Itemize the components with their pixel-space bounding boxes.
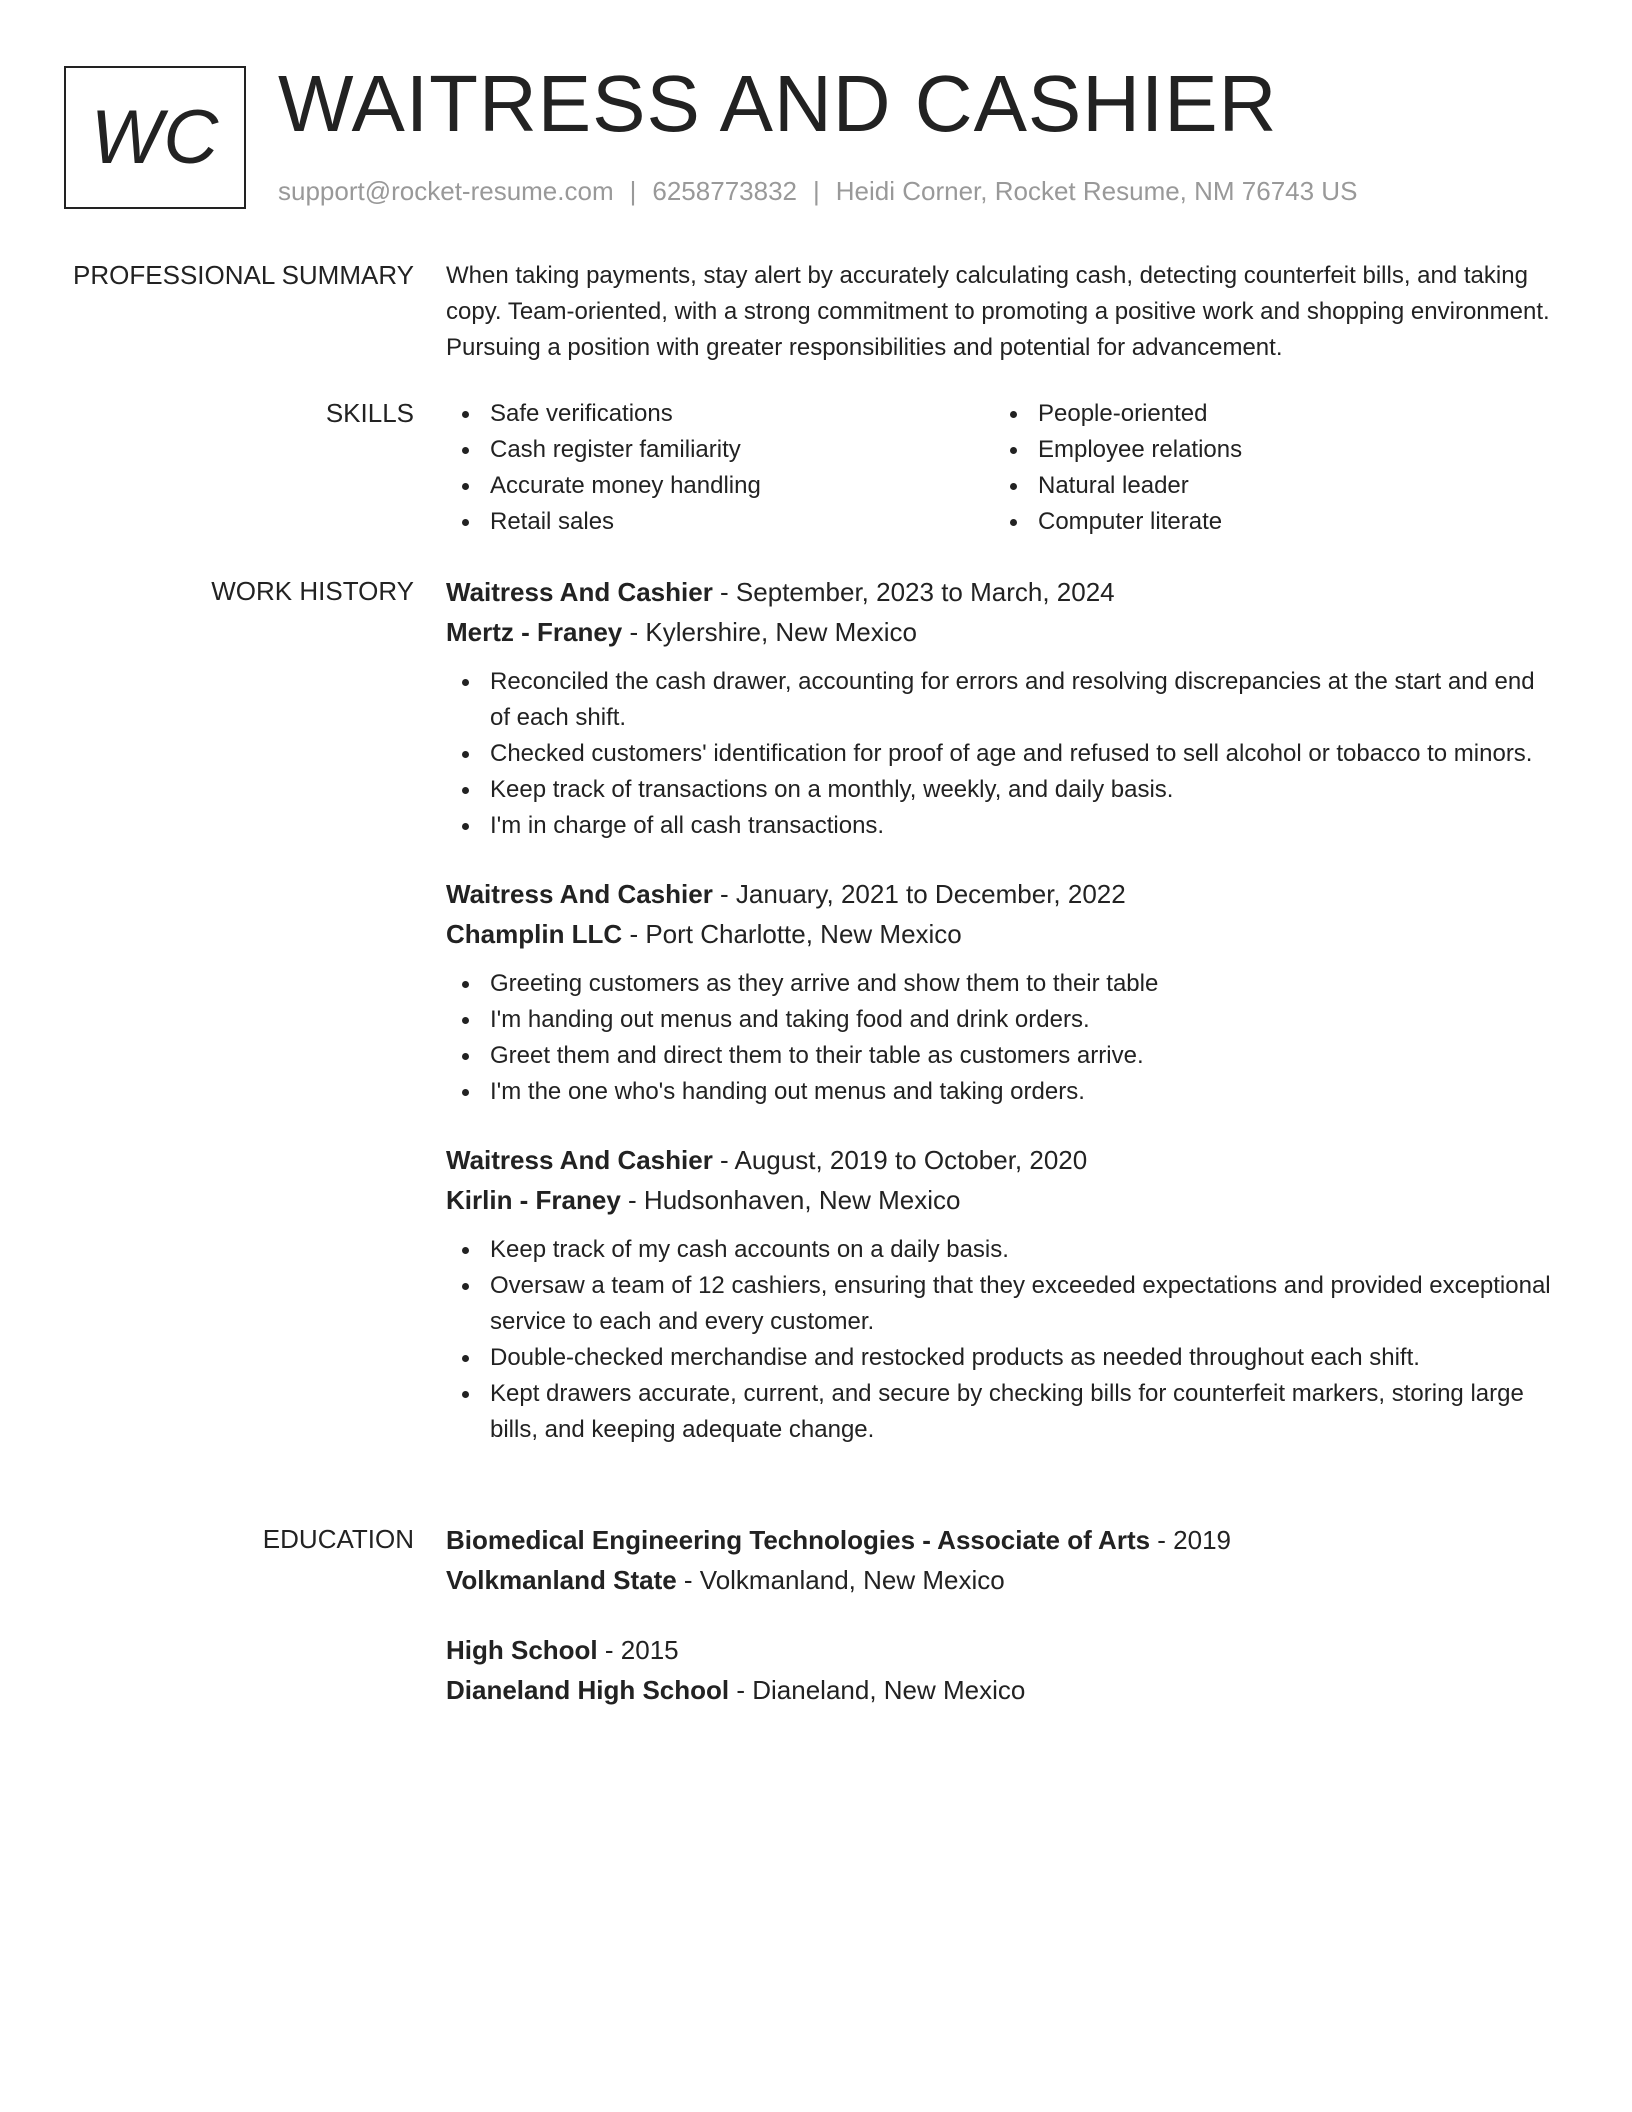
- job-company-line: [446, 914, 1560, 954]
- job-entry: [446, 874, 1560, 1110]
- contact-separator: |: [629, 176, 637, 206]
- job-company: Mertz - Franey: [446, 617, 623, 647]
- education-degree-line: [446, 1520, 1560, 1560]
- education-degree: High School: [446, 1635, 598, 1665]
- skill-item: Safe verifications: [446, 396, 994, 432]
- work-history-body: [446, 572, 1560, 1478]
- job-title: Waitress And Cashier: [446, 577, 713, 607]
- monogram-box: [64, 66, 246, 209]
- education-school-line: [446, 1560, 1560, 1600]
- contact-phone[interactable]: 6258773832: [652, 176, 797, 206]
- job-title: Waitress And Cashier: [446, 879, 713, 909]
- job-entry: [446, 1140, 1560, 1448]
- skills-list-right: [994, 396, 1542, 540]
- job-duty: Double-checked merchandise and restocked products as needed throughout each shift.: [446, 1340, 1560, 1376]
- education-school-line: [446, 1670, 1560, 1710]
- job-location: - Kylershire, New Mexico: [622, 617, 917, 647]
- page-title: WAITRESS AND CASHIER: [278, 59, 1278, 148]
- job-company: Kirlin - Franey: [446, 1185, 621, 1215]
- job-duty: Keep track of my cash accounts on a daily basis.: [446, 1232, 1560, 1268]
- skill-item: People-oriented: [994, 396, 1542, 432]
- section-label-skills: SKILLS: [325, 398, 414, 428]
- job-duty: I'm handing out menus and taking food and drink orders.: [446, 1002, 1560, 1038]
- skills-column-right: [994, 396, 1542, 540]
- education-location: - Volkmanland, New Mexico: [676, 1565, 1005, 1595]
- skill-item: Accurate money handling: [446, 468, 994, 504]
- job-duty: Keep track of transactions on a monthly, weekly, and daily basis.: [446, 772, 1560, 808]
- skill-item: Cash register familiarity: [446, 432, 994, 468]
- section-label-education: EDUCATION: [262, 1524, 414, 1554]
- contact-line: [278, 176, 1357, 207]
- education-entry: [446, 1520, 1560, 1600]
- skills-list-left: [446, 396, 994, 540]
- education-school: Volkmanland State: [446, 1565, 677, 1595]
- job-duty: Kept drawers accurate, current, and secure by checking bills for counterfeit markers, storing large bills, and keeping adequate change.: [446, 1376, 1560, 1448]
- education-body: [446, 1520, 1560, 1740]
- skill-item: Natural leader: [994, 468, 1542, 504]
- skills-body: [446, 396, 1560, 540]
- education-degree: Biomedical Engineering Technologies - Associate of Arts: [446, 1525, 1151, 1555]
- skills-column-left: [446, 396, 994, 540]
- job-duty: Checked customers' identification for proof of age and refused to sell alcohol or tobacco to minors.: [446, 736, 1560, 772]
- section-label-work-history: WORK HISTORY: [211, 576, 414, 606]
- education-degree-line: [446, 1630, 1560, 1670]
- summary-body: [446, 258, 1560, 366]
- job-title-line: [446, 1140, 1560, 1180]
- contact-address: Heidi Corner, Rocket Resume, NM 76743 US: [835, 176, 1358, 206]
- job-title-line: [446, 572, 1560, 612]
- summary-text: When taking payments, stay alert by accurately calculating cash, detecting counterfeit bills, and taking copy. Team-oriented, with a strong commitment to promoting a positive work and shopping environment. Pursuing a position with greater responsibilities and potential for advancement.: [446, 262, 1550, 361]
- skill-item: Employee relations: [994, 432, 1542, 468]
- education-school: Dianeland High School: [446, 1675, 730, 1705]
- job-duties-list: [446, 966, 1560, 1110]
- job-company-line: [446, 1180, 1560, 1220]
- job-location: - Hudsonhaven, New Mexico: [620, 1185, 961, 1215]
- job-duty: Greeting customers as they arrive and show them to their table: [446, 966, 1560, 1002]
- job-duty: I'm the one who's handing out menus and taking orders.: [446, 1074, 1560, 1110]
- monogram-initials: WC: [90, 95, 220, 180]
- contact-separator: |: [813, 176, 820, 206]
- job-duty: Greet them and direct them to their table as customers arrive.: [446, 1038, 1560, 1074]
- education-year: - 2019: [1150, 1525, 1232, 1555]
- job-company: Champlin LLC: [446, 919, 623, 949]
- skill-item: Retail sales: [446, 504, 994, 540]
- section-label-summary: PROFESSIONAL SUMMARY: [73, 260, 414, 290]
- education-location: - Dianeland, New Mexico: [729, 1675, 1026, 1705]
- job-entry: [446, 572, 1560, 844]
- job-dates: - January, 2021 to December, 2022: [712, 879, 1126, 909]
- job-duty: Reconciled the cash drawer, accounting for errors and resolving discrepancies at the start and end of each shift.: [446, 664, 1560, 736]
- job-location: - Port Charlotte, New Mexico: [622, 919, 962, 949]
- job-duty: Oversaw a team of 12 cashiers, ensuring that they exceeded expectations and provided exceptional service to each and every customer.: [446, 1268, 1560, 1340]
- education-entry: [446, 1630, 1560, 1710]
- job-duties-list: [446, 664, 1560, 844]
- job-dates: - September, 2023 to March, 2024: [712, 577, 1115, 607]
- job-title-line: [446, 874, 1560, 914]
- job-duty: I'm in charge of all cash transactions.: [446, 808, 1560, 844]
- contact-email[interactable]: support@rocket-resume.com: [278, 176, 614, 206]
- job-duties-list: [446, 1232, 1560, 1448]
- job-title: Waitress And Cashier: [446, 1145, 713, 1175]
- skill-item: Computer literate: [994, 504, 1542, 540]
- education-year: - 2015: [597, 1635, 679, 1665]
- job-company-line: [446, 612, 1560, 652]
- job-dates: - August, 2019 to October, 2020: [712, 1145, 1088, 1175]
